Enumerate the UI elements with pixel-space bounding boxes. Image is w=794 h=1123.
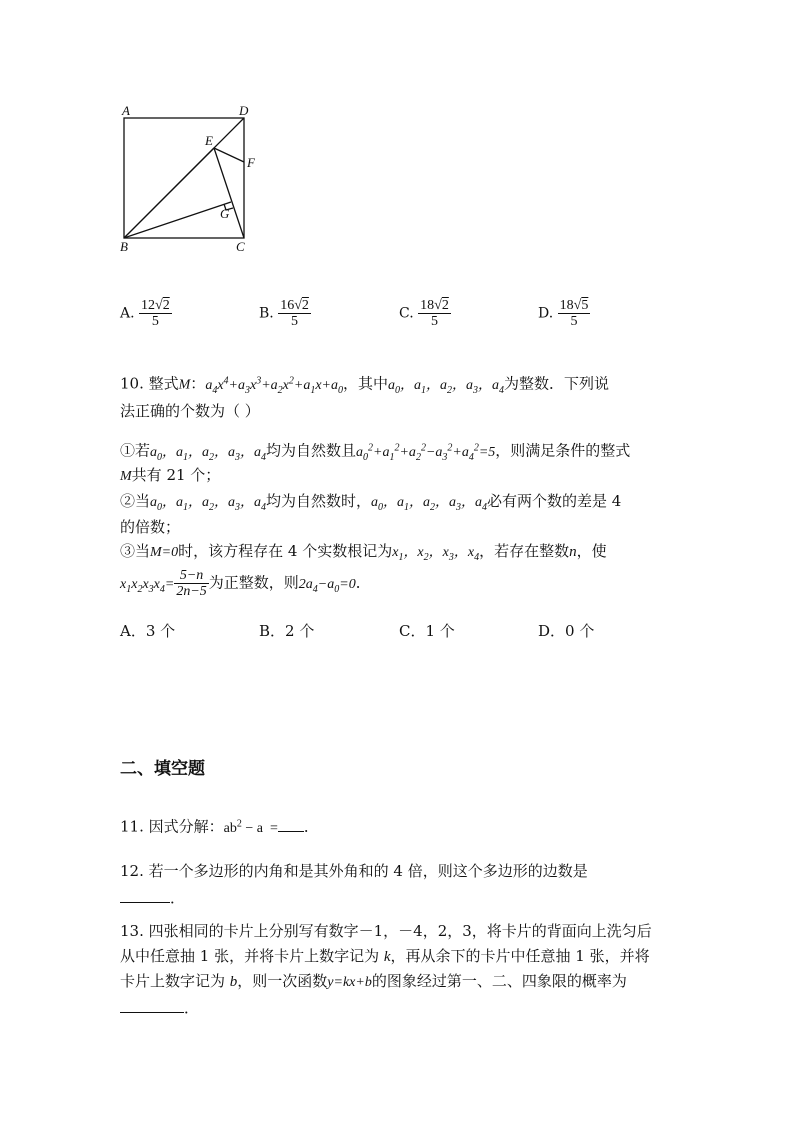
q10-stem-text: 10. 整式 — [120, 374, 179, 393]
q12-line2 — [120, 886, 185, 909]
math-n: n — [569, 544, 577, 560]
coef: 18 — [559, 298, 574, 313]
q10-statement2-line2 — [120, 516, 180, 538]
label-d: D — [239, 103, 249, 118]
fraction: $\frac{12√2}{5}$ — [141, 298, 170, 329]
statement-text: ，若存在整数 — [479, 542, 570, 560]
math-polynomial: $a_4x^4+a_3x^3+a_2x^2+a_1x+a_0$ — [205, 375, 343, 396]
segment-ec — [214, 148, 244, 238]
math-sum-squares: $a_0^2+a_1^2+a_2^2-a_3^2+a_4^2=5$ — [356, 442, 496, 463]
q10-statement1-line2 — [120, 464, 220, 488]
q9-option-d[interactable] — [538, 298, 590, 329]
option-letter: B. — [259, 305, 274, 322]
statement-text: 为正整数，则 — [208, 573, 299, 592]
geometry-figure — [110, 98, 270, 258]
q13-end: ． — [184, 999, 200, 1017]
math-coeffs: $a_0$，$a_1$，$a_2$，$a_3$，$a_4$ — [371, 495, 488, 513]
label-e: E — [205, 133, 213, 148]
q13-text: 的图象经过第一、二、四象限的概率为 — [371, 972, 627, 990]
answer-blank[interactable] — [120, 996, 184, 1013]
denominator: 5 — [291, 314, 299, 329]
math-product: $x_1x_2x_3x_4=$ — [120, 576, 175, 595]
math-function: y=kx+b — [327, 975, 372, 990]
denominator: 5 — [151, 314, 159, 329]
q10-stem-text: 法正确的个数为（ ） — [120, 402, 260, 420]
label-f: F — [247, 155, 255, 170]
q12-line1 — [120, 860, 588, 882]
statement-text: ③当 — [120, 542, 151, 560]
coef: 16 — [280, 298, 295, 313]
radicand: 2 — [162, 298, 170, 313]
statement-text: ①若 — [120, 441, 151, 460]
q13-text: 卡片上数字记为 — [120, 972, 230, 990]
q10-stem-text: 为整数．下列说 — [504, 374, 610, 393]
math-coeffs: $a_0$，$a_1$，$a_2$，$a_3$，$a_4$ — [388, 377, 505, 396]
q11-end: ． — [303, 817, 319, 836]
section-heading: 二、填空题 — [120, 759, 205, 779]
segment-be — [124, 148, 214, 238]
q9-option-b[interactable] — [259, 298, 311, 329]
q10-option-c[interactable]: C．1 个 — [399, 622, 455, 640]
q10-statement2-line1 — [120, 490, 621, 519]
coef: 12 — [141, 298, 156, 313]
radicand: 2 — [301, 298, 309, 313]
q10-line2 — [120, 400, 260, 422]
q10-statement3-line1 — [120, 540, 607, 569]
segment-bg — [124, 202, 231, 238]
q10-statement3-line2 — [120, 568, 371, 600]
q10-option-d[interactable]: D．0 个 — [538, 622, 595, 640]
q12-text: 12. 若一个多边形的内角和是其外角和的 4 倍，则这个多边形的边数是 — [120, 862, 588, 880]
statement-text: 共有 21 个； — [131, 466, 221, 484]
q13-line3 — [120, 970, 627, 994]
option-letter: C. — [399, 305, 414, 322]
label-a: A — [122, 103, 130, 118]
answer-blank[interactable] — [278, 815, 304, 832]
coef: 18 — [420, 298, 435, 313]
q10-stem-text: ，其中 — [343, 374, 389, 393]
math-coeffs: $a_0$，$a_1$，$a_2$，$a_3$，$a_4$ — [150, 444, 267, 463]
label-b: B — [120, 239, 128, 254]
math-conclusion: $2a_4-a_0=0$ — [298, 576, 356, 595]
answer-blank[interactable] — [120, 886, 170, 903]
q10-line1: 10. 整式M：$a_4x^4+a_3x^3+a_2x^2+a_1x+a_0$，其中$a_0$，$a_1$，$a_2$，$a_3$，$a_4$为整数．下列说 — [120, 374, 610, 396]
math-m: M — [120, 469, 132, 484]
option-letter: A. — [120, 305, 135, 322]
math-expression: $ab^2 - a$ = — [223, 818, 278, 836]
statement-text: 时，该方程存在 4 个实数根记为 — [178, 542, 393, 560]
radicand: 5 — [581, 298, 589, 313]
denominator: 5 — [430, 314, 438, 329]
math-b: b — [229, 974, 238, 990]
fraction: $\frac{18√5}{5}$ — [559, 298, 589, 329]
statement-text: 均为自然数时， — [266, 492, 372, 510]
math-fraction: $\frac{5-n}{2n-5}$ — [176, 568, 207, 599]
statement-text: ，则满足条件的整式 — [495, 441, 631, 460]
statement-text: ． — [355, 573, 371, 592]
q12-end: ． — [170, 889, 186, 907]
statement-text: ②当 — [120, 492, 151, 510]
statement-text: 必有两个数的差是 4 — [487, 492, 622, 510]
q9-option-a[interactable] — [120, 298, 172, 329]
math-roots: $x_1$，$x_2$，$x_3$，$x_4$ — [392, 545, 480, 563]
math-m-zero: M=0 — [150, 545, 179, 560]
math-coeffs: $a_0$，$a_1$，$a_2$，$a_3$，$a_4$ — [150, 495, 267, 513]
q13-line2 — [120, 945, 650, 968]
label-g: G — [220, 206, 230, 221]
q11 — [120, 813, 319, 840]
fraction: $\frac{18√2}{5}$ — [420, 298, 449, 329]
q9-option-c[interactable] — [399, 298, 451, 329]
q13-text: ，再从余下的卡片中任意抽 1 张，并将 — [390, 947, 650, 965]
q13-line4 — [120, 996, 199, 1019]
statement-text: 的倍数； — [120, 518, 181, 536]
q13-text: 13. 四张相同的卡片上分别写有数字－1，－4，2，3，将卡片的背面向上洗匀后 — [120, 922, 652, 940]
denominator: 5 — [570, 314, 578, 329]
q13-text: 从中任意抽 1 张，并将卡片上数字记为 — [120, 947, 384, 965]
q13-line1 — [120, 920, 652, 942]
fraction: $\frac{16√2}{5}$ — [280, 298, 309, 329]
math-k: k — [383, 949, 391, 965]
radicand: 2 — [441, 298, 449, 313]
label-c: C — [236, 239, 245, 254]
statement-text: ，使 — [576, 542, 607, 560]
q10-option-a[interactable]: A．3 个 — [120, 622, 176, 640]
q13-text: ，则一次函数 — [237, 972, 328, 990]
math-m: M — [178, 377, 191, 393]
option-letter: D. — [538, 305, 554, 322]
statement-text: 均为自然数且 — [266, 441, 357, 460]
q11-text: 11. 因式分解： — [120, 817, 224, 836]
q10-option-b[interactable]: B．2 个 — [259, 622, 315, 640]
